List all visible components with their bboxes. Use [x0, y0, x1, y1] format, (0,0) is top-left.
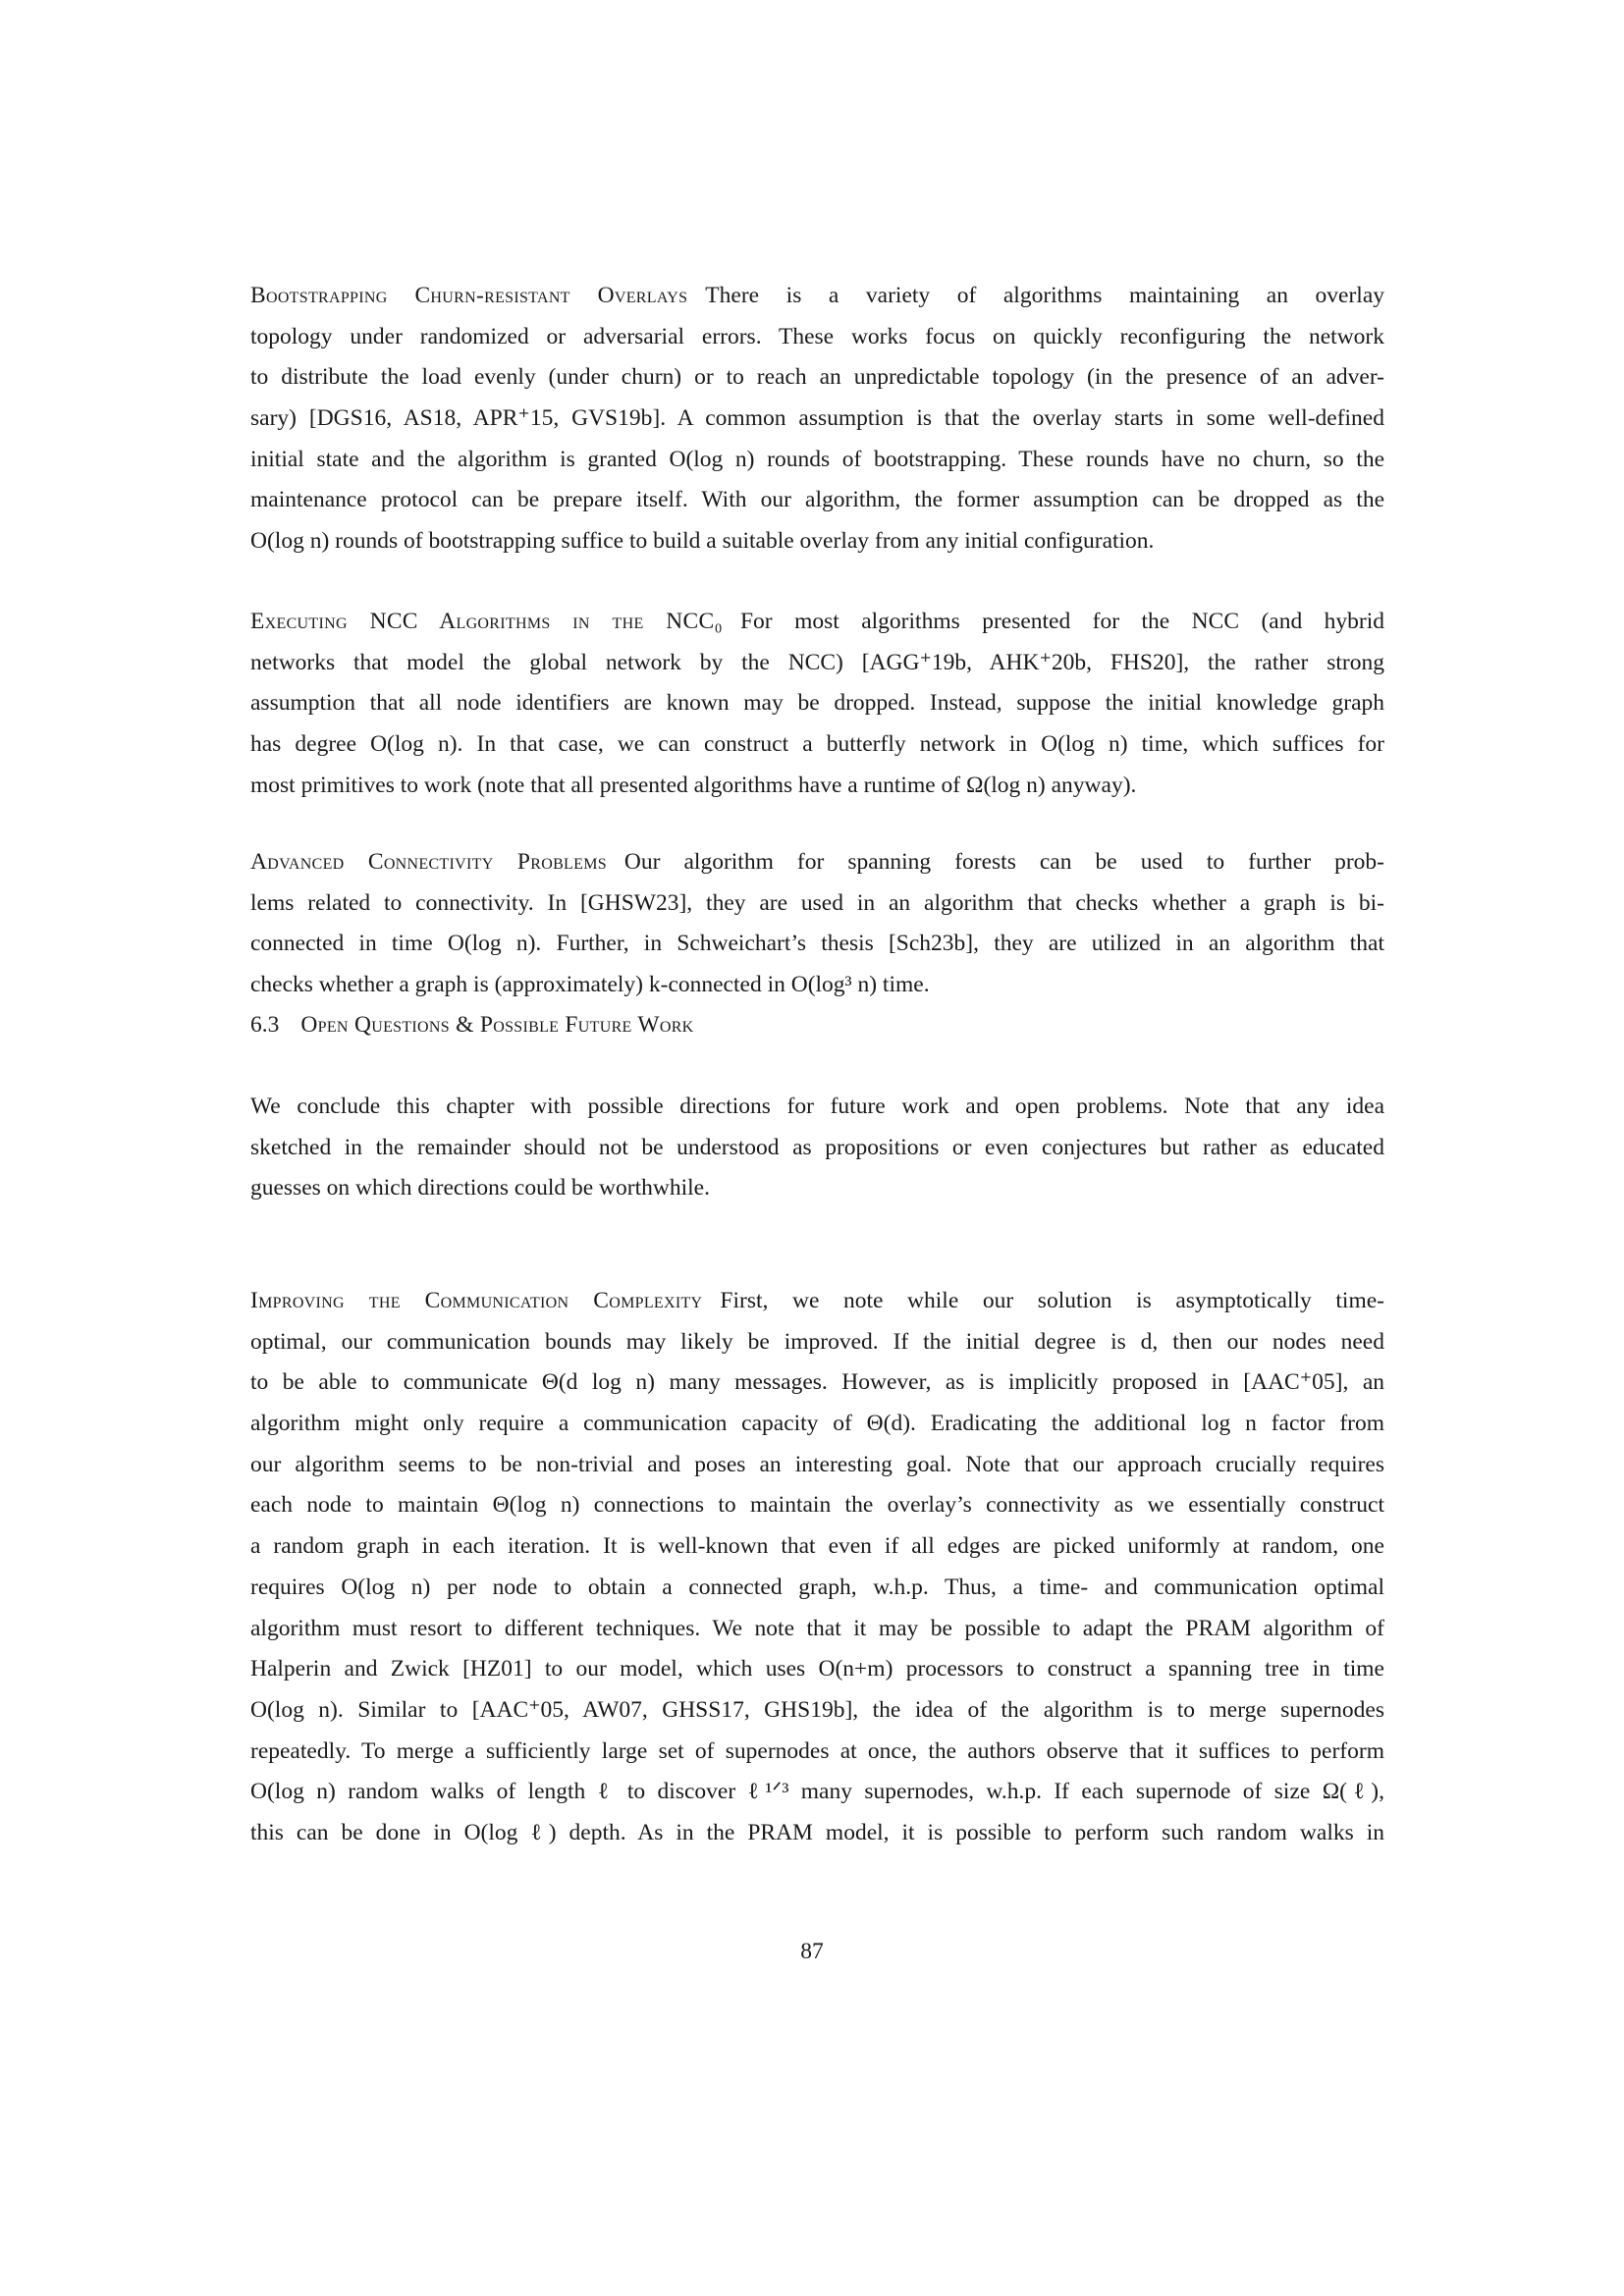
text-line: checks whether a graph is (approximately) k-connected in O(log³ n) time.	[250, 972, 930, 998]
paragraph-heading: Advanced Connectivity Problems	[250, 849, 607, 875]
text-line: each node to maintain Θ(log n) connections to maintain the overlay’s connectivity as we essentially construct	[250, 1492, 1384, 1519]
text-line: topology under randomized or adversarial errors. These works focus on quickly reconfiguring the network	[250, 323, 1384, 349]
text-line: most primitives to work (note that all presented algorithms have a runtime of Ω(log n) anyway).	[250, 772, 1137, 798]
text-line: networks that model the global network by the NCC) [AGG⁺19b, AHK⁺20b, FHS20], the rather strong	[250, 649, 1384, 675]
section-number: 6.3	[250, 1012, 280, 1038]
paragraph-heading: Improving the Communication Complexity	[250, 1288, 703, 1313]
section-title: Open Questions & Possible Future Work	[300, 1012, 694, 1038]
text-line: algorithm must resort to different techniques. We note that it may be possible to adapt the PRAM algorithm of	[250, 1615, 1384, 1641]
text-line: our algorithm seems to be non-trivial and poses an interesting goal. Note that our approach crucially requires	[250, 1451, 1384, 1477]
text-line: O(log n) random walks of length ℓ to discover ℓ¹ᐟ³ many supernodes, w.h.p. If each supernode of size Ω(ℓ),	[250, 1779, 1384, 1805]
paragraph-improving-communication: Improving the Communication Complexity First, we note while our solution is asymptotically time- optimal, our communication bounds may likely be improved. If the initial degree is d, then our nodes need to be able to communicate Θ(d log n) many messages. However, as is implicitly proposed in [AAC⁺05], an algorithm might only require a communication capacity of Θ(d). Eradicating the additional log n factor from our algorithm seems to be non-trivial and poses an interesting goal. Note that our approach crucially requires each node to maintain Θ(log n) connections to maintain the overlay’s connectivity as we essentially construct a random graph in each iteration. It is well-known that even if all edges are picked uniformly at random, one requires O(log n) per node to obtain a connected graph, w.h.p. Thus, a time- and communication optimal algorithm must resort to different techniques. We note that it may be possible to adapt the PRAM algorithm of Halperin and Zwick [HZ01] to our model, which uses O(n+m) processors to construct a spanning tree in time O(log n). Similar to [AAC⁺05, AW07, GHSS17, GHS19b], the idea of the algorithm is to merge supernodes repeatedly. To merge a sufficiently large set of supernodes at once, the authors observe that it suffices to perform O(log n) random walks of length ℓ to discover ℓ¹ᐟ³ many supernodes, w.h.p. If each supernode of size Ω(ℓ), this can be done in O(log ℓ) depth. As in the PRAM model, it is possible to perform such random walks in	[250, 1281, 1384, 1854]
text-line: this can be done in O(log ℓ) depth. As in the PRAM model, it is possible to perform such random walks in	[250, 1819, 1384, 1845]
text-line: assumption that all node identifiers are known may be dropped. Instead, suppose the initial knowledge graph	[250, 690, 1384, 717]
page-number: 87	[800, 1939, 824, 1964]
text-line: sketched in the remainder should not be understood as propositions or even conjectures but rather as educated	[250, 1134, 1384, 1160]
text-line: O(log n) rounds of bootstrapping suffice to build a suitable overlay from any initial configuration.	[250, 528, 1155, 555]
text-line: sary) [DGS16, AS18, APR⁺15, GVS19b]. A common assumption is that the overlay starts in some well-defined	[250, 405, 1384, 432]
text-line: repeatedly. To merge a sufficiently large set of supernodes at once, the authors observe that it suffices to perform	[250, 1737, 1384, 1764]
text-line: lems related to connectivity. In [GHSW23], they are used in an algorithm that checks whether a graph is bi-	[250, 889, 1384, 916]
text-line: has degree O(log n). In that case, we can construct a butterfly network in O(log n) time, which suffices for	[250, 731, 1384, 758]
paragraph-advanced-connectivity: Advanced Connectivity Problems Our algorithm for spanning forests can be used to further prob- lems related to connectivity. In [GHSW23], they are used in an algorithm that checks whether a graph is bi- connected in time O(log n). Further, in Schweichart’s thesis [Sch23b], they are utilized in an algorithm that checks whether a graph is (approximately) k-connected in O(log³ n) time.	[250, 842, 1384, 1006]
text-line: O(log n). Similar to [AAC⁺05, AW07, GHSS17, GHS19b], the idea of the algorithm is to merge supernodes	[250, 1696, 1384, 1723]
text-line: a random graph in each iteration. It is well-known that even if all edges are picked uniformly at random, one	[250, 1533, 1384, 1560]
text-line: to be able to communicate Θ(d log n) many messages. However, as is implicitly proposed in [AAC⁺05], an	[250, 1369, 1384, 1396]
paragraph-executing-ncc: Executing NCC Algorithms in the NCC₀ For most algorithms presented for the NCC (and hybrid networks that model the global network by the NCC) [AGG⁺19b, AHK⁺20b, FHS20], the rather strong assumption that all node identifiers are known may be dropped. Instead, suppose the initial knowledge graph has degree O(log n). In that case, we can construct a butterfly network in O(log n) time, which suffices for most primitives to work (note that all presented algorithms have a runtime of Ω(log n) anyway).	[250, 602, 1384, 806]
text-line: initial state and the algorithm is granted O(log n) rounds of bootstrapping. These rounds have no churn, so the	[250, 446, 1384, 472]
text-line: connected in time O(log n). Further, in Schweichart’s thesis [Sch23b], they are utilized in an algorithm that	[250, 931, 1384, 957]
text-line: optimal, our communication bounds may likely be improved. If the initial degree is d, then our nodes need	[250, 1328, 1384, 1355]
paragraph-bootstrapping: Bootstrapping Churn-resistant Overlays There is a variety of algorithms maintaining an overlay topology under randomized or adversarial errors. These works focus on quickly reconfiguring the network to distribute the load evenly (under churn) or to reach an unpredictable topology (in the presence of an adver- sary) [DGS16, AS18, APR⁺15, GVS19b]. A common assumption is that the overlay starts in some well-defined initial state and the algorithm is granted O(log n) rounds of bootstrapping. These rounds have no churn, so the maintenance protocol can be prepare itself. With our algorithm, the former assumption can be dropped as the O(log n) rounds of bootstrapping suffice to build a suitable overlay from any initial configuration.	[250, 276, 1384, 562]
text-line: to distribute the load evenly (under churn) or to reach an unpredictable topology (in the presence of an adver-	[250, 364, 1384, 391]
text-line: maintenance protocol can be prepare itself. With our algorithm, the former assumption can be dropped as the	[250, 487, 1384, 513]
section-heading	[250, 1005, 712, 1046]
text-line: We conclude this chapter with possible directions for future work and open problems. Note that any idea	[250, 1094, 1384, 1119]
paragraph-heading: Bootstrapping Churn-resistant Overlays	[250, 283, 688, 308]
text-line: guesses on which directions could be worthwhile.	[250, 1175, 710, 1201]
text-line: requires O(log n) per node to obtain a connected graph, w.h.p. Thus, a time- and communication optimal	[250, 1574, 1384, 1600]
text-line: Halperin and Zwick [HZ01] to our model, which uses O(n+m) processors to construct a spanning tree in time	[250, 1656, 1384, 1682]
paragraph-heading: Executing NCC Algorithms in the NCC₀	[250, 609, 723, 634]
text-line: algorithm might only require a communication capacity of Θ(d). Eradicating the additional log n factor from	[250, 1411, 1384, 1437]
paragraph-intro	[250, 1087, 1384, 1209]
